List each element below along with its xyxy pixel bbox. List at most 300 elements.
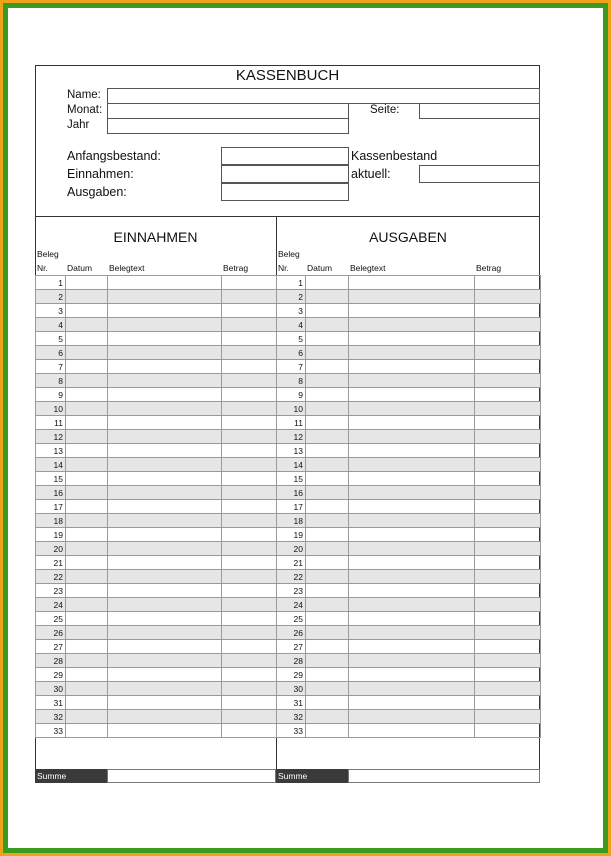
ausgaben-belegtext-cell[interactable] xyxy=(349,724,475,738)
einnahmen-betrag-cell[interactable] xyxy=(222,388,277,402)
einnahmen-belegtext-cell[interactable] xyxy=(108,514,222,528)
ausgaben-row-number: 8 xyxy=(277,374,306,388)
ausgaben-datum-cell[interactable] xyxy=(306,668,349,682)
ausgaben-betrag-cell[interactable] xyxy=(475,318,541,332)
ausgaben-summe-field[interactable] xyxy=(348,769,540,783)
einnahmen-betrag-cell[interactable] xyxy=(222,332,277,346)
einnahmen-betrag-cell[interactable] xyxy=(222,612,277,626)
einnahmen-belegtext-cell[interactable] xyxy=(108,360,222,374)
ausgaben-datum-cell[interactable] xyxy=(306,486,349,500)
ausgaben-field[interactable] xyxy=(221,183,349,201)
ausgaben-betrag-cell[interactable] xyxy=(475,332,541,346)
einnahmen-belegtext-cell[interactable] xyxy=(108,626,222,640)
ausgaben-betrag-label: Betrag xyxy=(476,263,502,273)
ausgaben-row xyxy=(277,542,541,556)
einnahmen-row xyxy=(36,724,277,738)
ausgaben-row-number: 31 xyxy=(277,696,306,710)
einnahmen-field[interactable] xyxy=(221,165,349,183)
einnahmen-belegtext-cell[interactable] xyxy=(108,332,222,346)
einnahmen-betrag-cell[interactable] xyxy=(222,304,277,318)
ausgaben-title: AUSGABEN xyxy=(369,229,447,245)
ausgaben-row xyxy=(277,682,541,696)
einnahmen-betrag-cell[interactable] xyxy=(222,500,277,514)
einnahmen-belegtext-cell[interactable] xyxy=(108,724,222,738)
einnahmen-betrag-cell[interactable] xyxy=(222,472,277,486)
ausgaben-datum-cell[interactable] xyxy=(306,374,349,388)
ausgaben-belegtext-cell[interactable] xyxy=(349,710,475,724)
einnahmen-betrag-cell[interactable] xyxy=(222,724,277,738)
einnahmen-belegtext-cell[interactable] xyxy=(108,416,222,430)
ausgaben-datum-cell[interactable] xyxy=(306,430,349,444)
einnahmen-belegtext-cell[interactable] xyxy=(108,472,222,486)
ausgaben-belegtext-cell[interactable] xyxy=(349,598,475,612)
ausgaben-betrag-cell[interactable] xyxy=(475,276,541,290)
einnahmen-betrag-cell[interactable] xyxy=(222,696,277,710)
einnahmen-label: Einnahmen: xyxy=(67,167,134,181)
ausgaben-belegtext-cell[interactable] xyxy=(349,514,475,528)
einnahmen-datum-cell[interactable] xyxy=(66,584,108,598)
einnahmen-belegtext-cell[interactable] xyxy=(108,346,222,360)
einnahmen-datum-cell[interactable] xyxy=(66,444,108,458)
einnahmen-belegtext-cell[interactable] xyxy=(108,402,222,416)
ausgaben-datum-cell[interactable] xyxy=(306,402,349,416)
ausgaben-belegtext-cell[interactable] xyxy=(349,556,475,570)
ausgaben-betrag-cell[interactable] xyxy=(475,696,541,710)
einnahmen-row-number: 22 xyxy=(36,570,66,584)
ausgaben-belegtext-cell[interactable] xyxy=(349,654,475,668)
ausgaben-belegtext-cell[interactable] xyxy=(349,304,475,318)
einnahmen-datum-cell[interactable] xyxy=(66,276,108,290)
ausgaben-row xyxy=(277,514,541,528)
einnahmen-belegtext-cell[interactable] xyxy=(108,542,222,556)
ausgaben-datum-cell[interactable] xyxy=(306,360,349,374)
einnahmen-belegtext-cell[interactable] xyxy=(108,654,222,668)
ausgaben-row xyxy=(277,500,541,514)
einnahmen-row-number: 30 xyxy=(36,682,66,696)
einnahmen-row xyxy=(36,528,277,542)
ausgaben-row xyxy=(277,640,541,654)
einnahmen-datum-cell[interactable] xyxy=(66,514,108,528)
ausgaben-betrag-cell[interactable] xyxy=(475,528,541,542)
ausgaben-row-number: 14 xyxy=(277,458,306,472)
einnahmen-betrag-cell[interactable] xyxy=(222,402,277,416)
kassenbestand-label: Kassenbestand xyxy=(351,149,438,163)
ausgaben-betrag-cell[interactable] xyxy=(475,668,541,682)
einnahmen-row-number: 14 xyxy=(36,458,66,472)
einnahmen-row xyxy=(36,570,277,584)
einnahmen-row-number: 7 xyxy=(36,360,66,374)
einnahmen-datum-cell[interactable] xyxy=(66,528,108,542)
einnahmen-row xyxy=(36,500,277,514)
einnahmen-row xyxy=(36,654,277,668)
einnahmen-belegtext-cell[interactable] xyxy=(108,388,222,402)
monat-field[interactable] xyxy=(107,103,349,119)
ausgaben-belegtext-cell[interactable] xyxy=(349,472,475,486)
ausgaben-betrag-cell[interactable] xyxy=(475,374,541,388)
ausgaben-datum-cell[interactable] xyxy=(306,542,349,556)
einnahmen-betrag-cell[interactable] xyxy=(222,430,277,444)
einnahmen-betrag-cell[interactable] xyxy=(222,682,277,696)
einnahmen-row-number: 32 xyxy=(36,710,66,724)
ausgaben-row xyxy=(277,696,541,710)
einnahmen-betrag-cell[interactable] xyxy=(222,584,277,598)
einnahmen-row-number: 28 xyxy=(36,654,66,668)
ausgaben-datum-cell[interactable] xyxy=(306,710,349,724)
ausgaben-betrag-cell[interactable] xyxy=(475,514,541,528)
einnahmen-datum-cell[interactable] xyxy=(66,500,108,514)
ausgaben-row-number: 27 xyxy=(277,640,306,654)
ausgaben-belegtext-cell[interactable] xyxy=(349,318,475,332)
einnahmen-belegtext-cell[interactable] xyxy=(108,444,222,458)
ausgaben-betrag-cell[interactable] xyxy=(475,360,541,374)
einnahmen-datum-cell[interactable] xyxy=(66,668,108,682)
ausgaben-datum-cell[interactable] xyxy=(306,388,349,402)
ausgaben-belegtext-cell[interactable] xyxy=(349,430,475,444)
ausgaben-datum-cell[interactable] xyxy=(306,556,349,570)
einnahmen-datum-cell[interactable] xyxy=(66,542,108,556)
einnahmen-betrag-cell[interactable] xyxy=(222,444,277,458)
einnahmen-datum-cell[interactable] xyxy=(66,416,108,430)
ausgaben-datum-cell[interactable] xyxy=(306,598,349,612)
ausgaben-belegtext-cell[interactable] xyxy=(349,360,475,374)
einnahmen-datum-cell[interactable] xyxy=(66,290,108,304)
einnahmen-betrag-cell[interactable] xyxy=(222,514,277,528)
name-field[interactable] xyxy=(107,88,540,104)
einnahmen-datum-cell[interactable] xyxy=(66,472,108,486)
einnahmen-datum-cell[interactable] xyxy=(66,682,108,696)
ausgaben-betrag-cell[interactable] xyxy=(475,346,541,360)
einnahmen-datum-cell[interactable] xyxy=(66,304,108,318)
einnahmen-row xyxy=(36,304,277,318)
ausgaben-datum-cell[interactable] xyxy=(306,416,349,430)
einnahmen-row xyxy=(36,542,277,556)
ausgaben-betrag-cell[interactable] xyxy=(475,500,541,514)
seite-field[interactable] xyxy=(419,103,540,119)
ausgaben-betrag-cell[interactable] xyxy=(475,598,541,612)
ausgaben-belegtext-cell[interactable] xyxy=(349,374,475,388)
einnahmen-row xyxy=(36,374,277,388)
ausgaben-belegtext-cell[interactable] xyxy=(349,402,475,416)
ausgaben-betrag-cell[interactable] xyxy=(475,570,541,584)
ausgaben-datum-cell[interactable] xyxy=(306,318,349,332)
einnahmen-row-number: 8 xyxy=(36,374,66,388)
einnahmen-belegtext-cell[interactable] xyxy=(108,304,222,318)
einnahmen-row-number: 15 xyxy=(36,472,66,486)
ausgaben-summe-label: Summe xyxy=(276,769,348,783)
ausgaben-row xyxy=(277,584,541,598)
ausgaben-belegtext-cell[interactable] xyxy=(349,444,475,458)
ausgaben-row-number: 32 xyxy=(277,710,306,724)
ausgaben-betrag-cell[interactable] xyxy=(475,542,541,556)
ausgaben-belegtext-cell[interactable] xyxy=(349,500,475,514)
ausgaben-row-number: 11 xyxy=(277,416,306,430)
ausgaben-belegtext-cell[interactable] xyxy=(349,458,475,472)
einnahmen-belegtext-cell[interactable] xyxy=(108,598,222,612)
einnahmen-row xyxy=(36,346,277,360)
einnahmen-row-number: 31 xyxy=(36,696,66,710)
einnahmen-belegtext-cell[interactable] xyxy=(108,556,222,570)
ausgaben-row xyxy=(277,528,541,542)
ausgaben-row-number: 12 xyxy=(277,430,306,444)
ausgaben-row-number: 7 xyxy=(277,360,306,374)
ausgaben-row xyxy=(277,724,541,738)
einnahmen-belegtext-cell[interactable] xyxy=(108,318,222,332)
einnahmen-row xyxy=(36,360,277,374)
ausgaben-row-number: 23 xyxy=(277,584,306,598)
ausgaben-nr-label: Nr. xyxy=(278,263,289,273)
ausgaben-row xyxy=(277,668,541,682)
ausgaben-row-number: 16 xyxy=(277,486,306,500)
einnahmen-datum-cell[interactable] xyxy=(66,612,108,626)
jahr-field[interactable] xyxy=(107,118,349,134)
einnahmen-row xyxy=(36,416,277,430)
ausgaben-belegtext-cell[interactable] xyxy=(349,640,475,654)
ausgaben-betrag-cell[interactable] xyxy=(475,654,541,668)
ausgaben-row xyxy=(277,416,541,430)
ausgaben-datum-cell[interactable] xyxy=(306,626,349,640)
kassenbestand-field[interactable] xyxy=(419,165,540,183)
ausgaben-row-number: 20 xyxy=(277,542,306,556)
seite-label: Seite: xyxy=(370,104,400,116)
monat-label: Monat: xyxy=(67,104,103,116)
ausgaben-row xyxy=(277,276,541,290)
einnahmen-belegtext-cell[interactable] xyxy=(108,458,222,472)
einnahmen-datum-cell[interactable] xyxy=(66,626,108,640)
ausgaben-row-number: 24 xyxy=(277,598,306,612)
einnahmen-betrag-cell[interactable] xyxy=(222,416,277,430)
ausgaben-datum-cell[interactable] xyxy=(306,696,349,710)
ausgaben-betrag-cell[interactable] xyxy=(475,682,541,696)
einnahmen-datum-cell[interactable] xyxy=(66,346,108,360)
einnahmen-datum-cell[interactable] xyxy=(66,640,108,654)
ausgaben-betrag-cell[interactable] xyxy=(475,724,541,738)
ausgaben-datum-cell[interactable] xyxy=(306,332,349,346)
ausgaben-row-number: 26 xyxy=(277,626,306,640)
einnahmen-belegtext-label: Belegtext xyxy=(109,263,145,273)
einnahmen-belegtext-cell[interactable] xyxy=(108,486,222,500)
ausgaben-belegtext-label: Belegtext xyxy=(350,263,386,273)
ausgaben-betrag-cell[interactable] xyxy=(475,472,541,486)
ausgaben-datum-cell[interactable] xyxy=(306,654,349,668)
einnahmen-datum-cell[interactable] xyxy=(66,486,108,500)
einnahmen-betrag-cell[interactable] xyxy=(222,542,277,556)
einnahmen-datum-cell[interactable] xyxy=(66,402,108,416)
ausgaben-datum-cell[interactable] xyxy=(306,458,349,472)
ausgaben-datum-cell[interactable] xyxy=(306,514,349,528)
einnahmen-betrag-cell[interactable] xyxy=(222,276,277,290)
ausgaben-datum-cell[interactable] xyxy=(306,304,349,318)
einnahmen-row xyxy=(36,556,277,570)
einnahmen-row-number: 11 xyxy=(36,416,66,430)
einnahmen-betrag-cell[interactable] xyxy=(222,346,277,360)
einnahmen-betrag-cell[interactable] xyxy=(222,374,277,388)
anfangsbestand-field[interactable] xyxy=(221,147,349,165)
einnahmen-datum-cell[interactable] xyxy=(66,710,108,724)
ausgaben-betrag-cell[interactable] xyxy=(475,584,541,598)
ausgaben-belegtext-cell[interactable] xyxy=(349,276,475,290)
einnahmen-belegtext-cell[interactable] xyxy=(108,290,222,304)
ausgaben-betrag-cell[interactable] xyxy=(475,458,541,472)
ausgaben-betrag-cell[interactable] xyxy=(475,640,541,654)
einnahmen-belegtext-cell[interactable] xyxy=(108,640,222,654)
einnahmen-datum-label: Datum xyxy=(67,263,93,273)
ausgaben-betrag-cell[interactable] xyxy=(475,388,541,402)
ausgaben-belegtext-cell[interactable] xyxy=(349,486,475,500)
einnahmen-betrag-cell[interactable] xyxy=(222,290,277,304)
einnahmen-row-number: 20 xyxy=(36,542,66,556)
einnahmen-row-number: 10 xyxy=(36,402,66,416)
einnahmen-belegtext-cell[interactable] xyxy=(108,374,222,388)
ausgaben-belegtext-cell[interactable] xyxy=(349,668,475,682)
einnahmen-row xyxy=(36,696,277,710)
einnahmen-betrag-cell[interactable] xyxy=(222,360,277,374)
einnahmen-row-number: 5 xyxy=(36,332,66,346)
einnahmen-betrag-label: Betrag xyxy=(223,263,249,273)
einnahmen-summe-field[interactable] xyxy=(107,769,276,783)
einnahmen-betrag-cell[interactable] xyxy=(222,668,277,682)
ausgaben-belegtext-cell[interactable] xyxy=(349,528,475,542)
ausgaben-row xyxy=(277,626,541,640)
ausgaben-datum-cell[interactable] xyxy=(306,276,349,290)
einnahmen-row-number: 12 xyxy=(36,430,66,444)
einnahmen-belegtext-cell[interactable] xyxy=(108,276,222,290)
einnahmen-table xyxy=(35,275,277,738)
ausgaben-datum-cell[interactable] xyxy=(306,584,349,598)
einnahmen-betrag-cell[interactable] xyxy=(222,654,277,668)
ausgaben-datum-cell[interactable] xyxy=(306,444,349,458)
einnahmen-betrag-cell[interactable] xyxy=(222,626,277,640)
jahr-label: Jahr xyxy=(67,119,90,131)
einnahmen-datum-cell[interactable] xyxy=(66,374,108,388)
einnahmen-datum-cell[interactable] xyxy=(66,696,108,710)
einnahmen-datum-cell[interactable] xyxy=(66,556,108,570)
ausgaben-row-number: 33 xyxy=(277,724,306,738)
ausgaben-datum-cell[interactable] xyxy=(306,724,349,738)
einnahmen-row-number: 19 xyxy=(36,528,66,542)
ausgaben-row-number: 15 xyxy=(277,472,306,486)
ausgaben-belegtext-cell[interactable] xyxy=(349,626,475,640)
einnahmen-betrag-cell[interactable] xyxy=(222,710,277,724)
ausgaben-row xyxy=(277,332,541,346)
einnahmen-belegtext-cell[interactable] xyxy=(108,528,222,542)
ausgaben-datum-cell[interactable] xyxy=(306,682,349,696)
einnahmen-belegtext-cell[interactable] xyxy=(108,612,222,626)
einnahmen-betrag-cell[interactable] xyxy=(222,458,277,472)
ausgaben-belegtext-cell[interactable] xyxy=(349,584,475,598)
page-title: KASSENBUCH xyxy=(235,67,340,84)
einnahmen-betrag-cell[interactable] xyxy=(222,318,277,332)
ausgaben-betrag-cell[interactable] xyxy=(475,710,541,724)
einnahmen-belegtext-cell[interactable] xyxy=(108,668,222,682)
einnahmen-row-number: 21 xyxy=(36,556,66,570)
ausgaben-betrag-cell[interactable] xyxy=(475,290,541,304)
einnahmen-nr-label: Nr. xyxy=(37,263,48,273)
ausgaben-row-number: 29 xyxy=(277,668,306,682)
einnahmen-datum-cell[interactable] xyxy=(66,430,108,444)
ausgaben-betrag-cell[interactable] xyxy=(475,430,541,444)
einnahmen-belegtext-cell[interactable] xyxy=(108,710,222,724)
einnahmen-datum-cell[interactable] xyxy=(66,654,108,668)
einnahmen-betrag-cell[interactable] xyxy=(222,528,277,542)
ausgaben-betrag-cell[interactable] xyxy=(475,444,541,458)
header-divider xyxy=(35,216,540,217)
einnahmen-datum-cell[interactable] xyxy=(66,724,108,738)
ausgaben-betrag-cell[interactable] xyxy=(475,304,541,318)
ausgaben-belegtext-cell[interactable] xyxy=(349,388,475,402)
ausgaben-belegtext-cell[interactable] xyxy=(349,612,475,626)
einnahmen-row xyxy=(36,444,277,458)
ausgaben-row-number: 18 xyxy=(277,514,306,528)
einnahmen-datum-cell[interactable] xyxy=(66,388,108,402)
ausgaben-row-number: 30 xyxy=(277,682,306,696)
einnahmen-betrag-cell[interactable] xyxy=(222,640,277,654)
einnahmen-datum-cell[interactable] xyxy=(66,570,108,584)
einnahmen-row-number: 1 xyxy=(36,276,66,290)
ausgaben-belegtext-cell[interactable] xyxy=(349,332,475,346)
einnahmen-betrag-cell[interactable] xyxy=(222,598,277,612)
einnahmen-datum-cell[interactable] xyxy=(66,598,108,612)
ausgaben-betrag-cell[interactable] xyxy=(475,626,541,640)
ausgaben-belegtext-cell[interactable] xyxy=(349,682,475,696)
einnahmen-datum-cell[interactable] xyxy=(66,360,108,374)
ausgaben-datum-cell[interactable] xyxy=(306,640,349,654)
ausgaben-belegtext-cell[interactable] xyxy=(349,570,475,584)
einnahmen-belegtext-cell[interactable] xyxy=(108,584,222,598)
ausgaben-belegtext-cell[interactable] xyxy=(349,542,475,556)
aktuell-label: aktuell: xyxy=(351,167,391,181)
ausgaben-betrag-cell[interactable] xyxy=(475,486,541,500)
ausgaben-datum-cell[interactable] xyxy=(306,528,349,542)
ausgaben-betrag-cell[interactable] xyxy=(475,402,541,416)
ausgaben-datum-cell[interactable] xyxy=(306,290,349,304)
ausgaben-belegtext-cell[interactable] xyxy=(349,416,475,430)
einnahmen-datum-cell[interactable] xyxy=(66,318,108,332)
ausgaben-datum-cell[interactable] xyxy=(306,346,349,360)
einnahmen-betrag-cell[interactable] xyxy=(222,556,277,570)
ausgaben-row xyxy=(277,486,541,500)
ausgaben-row xyxy=(277,710,541,724)
ausgaben-betrag-cell[interactable] xyxy=(475,556,541,570)
einnahmen-belegtext-cell[interactable] xyxy=(108,682,222,696)
einnahmen-belegtext-cell[interactable] xyxy=(108,500,222,514)
ausgaben-betrag-cell[interactable] xyxy=(475,416,541,430)
ausgaben-row xyxy=(277,612,541,626)
ausgaben-belegtext-cell[interactable] xyxy=(349,346,475,360)
einnahmen-row-number: 27 xyxy=(36,640,66,654)
einnahmen-belegtext-cell[interactable] xyxy=(108,570,222,584)
ausgaben-belegtext-cell[interactable] xyxy=(349,696,475,710)
einnahmen-row xyxy=(36,486,277,500)
cashbook-page xyxy=(8,8,603,848)
ausgaben-datum-cell[interactable] xyxy=(306,570,349,584)
einnahmen-row xyxy=(36,430,277,444)
ausgaben-datum-cell[interactable] xyxy=(306,612,349,626)
einnahmen-belegtext-cell[interactable] xyxy=(108,430,222,444)
einnahmen-datum-cell[interactable] xyxy=(66,458,108,472)
einnahmen-row-number: 2 xyxy=(36,290,66,304)
ausgaben-row xyxy=(277,458,541,472)
einnahmen-betrag-cell[interactable] xyxy=(222,570,277,584)
ausgaben-datum-cell[interactable] xyxy=(306,500,349,514)
ausgaben-belegtext-cell[interactable] xyxy=(349,290,475,304)
einnahmen-belegtext-cell[interactable] xyxy=(108,696,222,710)
ausgaben-row xyxy=(277,318,541,332)
ausgaben-datum-label: Datum xyxy=(307,263,333,273)
ausgaben-betrag-cell[interactable] xyxy=(475,612,541,626)
einnahmen-betrag-cell[interactable] xyxy=(222,486,277,500)
ausgaben-datum-cell[interactable] xyxy=(306,472,349,486)
einnahmen-datum-cell[interactable] xyxy=(66,332,108,346)
